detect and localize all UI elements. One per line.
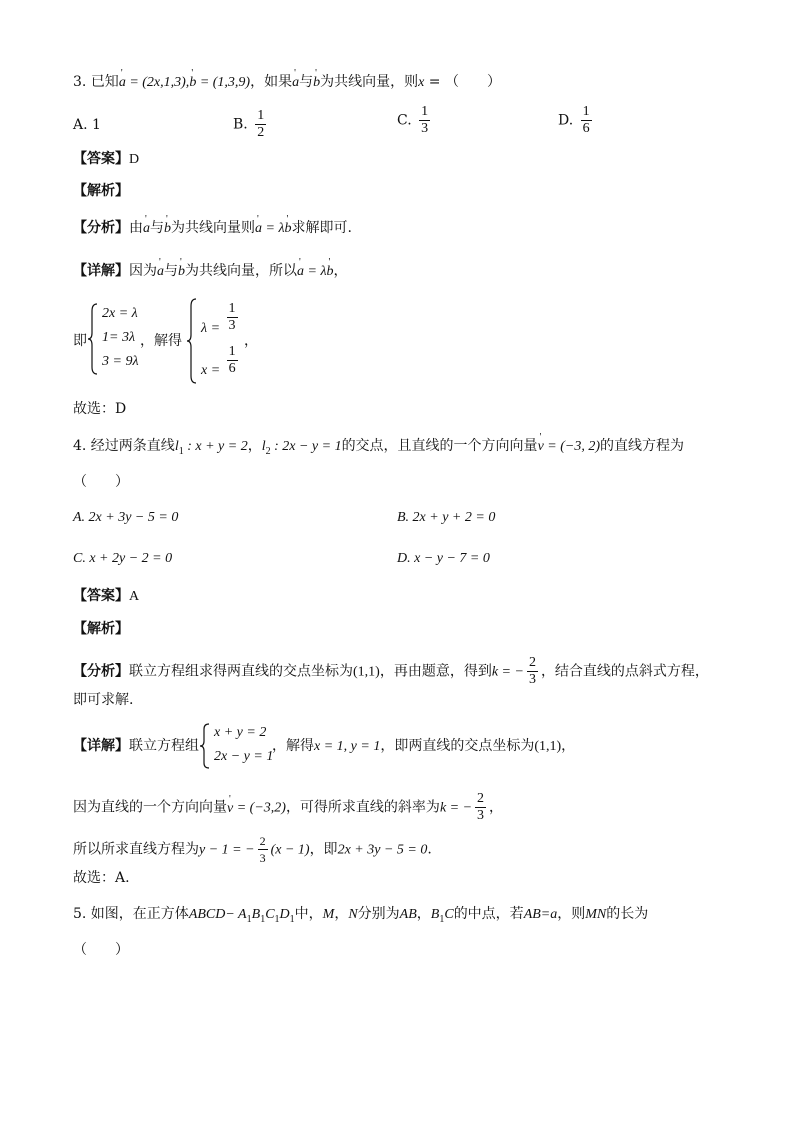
option-a-text: A. 1	[73, 117, 101, 133]
q3-text: ，如果	[250, 74, 293, 90]
fenxi-text: ，结合直线的点斜式方程，	[540, 663, 709, 680]
vector-a: ' a	[157, 263, 164, 281]
slope-fraction	[475, 791, 486, 824]
q3-system-end	[244, 332, 258, 350]
option-c-label: C.	[397, 112, 412, 129]
q3-fenxi	[73, 219, 352, 238]
system-row	[201, 301, 241, 334]
vector-b: ' b	[327, 263, 334, 281]
period: .	[427, 841, 432, 858]
subscript: 1	[178, 445, 184, 457]
final-equation: 2x + 3y − 5 = 0	[337, 842, 428, 858]
q3-xiangjie	[73, 262, 348, 281]
slope-fraction	[258, 833, 268, 866]
xiangjie-text: 为共线向量，所以	[185, 263, 297, 279]
vector-a: ' a	[255, 220, 262, 238]
intersection-point: (1,1)	[353, 664, 380, 680]
q4-analysis-heading	[73, 620, 129, 638]
xiangjie-text: 与	[164, 263, 178, 279]
denominator: 3	[228, 318, 236, 333]
fraction	[227, 301, 238, 334]
q4-option-a	[73, 509, 178, 527]
q3-jiede	[140, 332, 182, 350]
denominator: 3	[528, 672, 536, 687]
vector-a: ' a	[297, 263, 304, 281]
numerator: 2	[528, 655, 536, 670]
xiangjie-text: ，	[333, 263, 348, 279]
q3-system-1	[88, 303, 148, 375]
vector-a: ' a	[119, 74, 126, 92]
comma: ，	[561, 738, 576, 754]
comma: ，	[416, 906, 431, 922]
numerator: 2	[477, 791, 485, 806]
q4-choose	[73, 869, 130, 887]
vector-a: ' a	[143, 220, 150, 238]
q3-text: 与	[299, 74, 314, 90]
xiangjie-text: 联立方程组	[129, 738, 199, 754]
q3-option-b	[233, 108, 269, 141]
q3-blank: = （ ）	[424, 74, 501, 90]
vector-b: ' b	[164, 220, 171, 238]
option-b-label: B.	[233, 116, 248, 133]
q4-fenxi	[73, 655, 709, 688]
q5-text: 分别为	[357, 906, 400, 922]
subscript: 1	[260, 913, 266, 925]
q4-paren	[73, 473, 129, 491]
vector-b: ' b	[285, 220, 292, 238]
xiangjie-text: ，可得所求直线的斜率为	[285, 799, 440, 816]
option-c-fraction	[419, 104, 430, 137]
denominator: 3	[259, 851, 266, 865]
q5-text: 5. 如图，在正方体	[73, 906, 189, 922]
slope: k = −	[491, 664, 524, 680]
cube-name: ABCD− A	[188, 907, 247, 922]
q4-option-d	[397, 550, 490, 568]
q5-paren	[73, 941, 129, 959]
variable-x: x	[418, 75, 425, 90]
denominator: 2	[257, 125, 265, 140]
numerator: 1	[421, 104, 429, 119]
q4-xiangjie	[73, 737, 199, 755]
option-d-text: D. x − y − 7 = 0	[397, 551, 490, 566]
vector-b: ' b	[313, 74, 320, 92]
xiangjie-text: ，即两直线的交点坐标为	[380, 738, 535, 754]
subscript: 1	[439, 913, 445, 925]
left-brace-icon	[187, 298, 197, 384]
system-row	[201, 344, 241, 377]
numerator: 1	[257, 108, 265, 123]
fenxi-label: 【分析】	[73, 220, 129, 236]
denominator: 6	[582, 121, 590, 136]
xiangjie-text: ，解得	[272, 738, 314, 754]
subscript: 1	[246, 913, 252, 925]
q4-option-b	[397, 509, 495, 527]
point-n: N	[348, 907, 358, 922]
left-brace-icon	[88, 303, 98, 375]
option-b-text: B. 2x + y + 2 = 0	[397, 510, 496, 525]
fenxi-text: 由	[129, 220, 143, 236]
xiangjie-text: 因为	[129, 263, 157, 279]
choose-text: 故选：D	[73, 401, 127, 417]
q3-answer	[73, 150, 139, 169]
system-row: x + y = 2	[214, 725, 267, 740]
lhs: x =	[201, 362, 224, 378]
solution: x = 1, y = 1	[314, 739, 381, 754]
xiangjie-label: 【详解】	[73, 738, 129, 754]
segment-ab: AB	[399, 907, 417, 922]
q4-option-c	[73, 550, 172, 568]
xiangjie-text: ，即	[309, 841, 338, 858]
vector-b-value: = (1,3,9)	[196, 75, 251, 90]
q3-option-c	[397, 104, 433, 137]
fenxi-text: 为共线向量则	[171, 220, 255, 236]
q3-option-d	[558, 104, 595, 137]
fenxi-text: 即可求解.	[73, 692, 134, 708]
q4-answer	[73, 587, 139, 606]
equation: (x − 1)	[270, 842, 310, 858]
segment-b1c: B	[430, 907, 440, 922]
option-a-text: A. 2x + 3y − 5 = 0	[73, 510, 179, 525]
q4-equation-line	[73, 833, 432, 866]
system-row: 3 = 9λ	[102, 354, 139, 369]
numerator: 1	[228, 344, 236, 359]
xiangjie-text: 所以所求直线方程为	[73, 841, 199, 858]
q3-analysis-heading	[73, 182, 129, 200]
denominator: 6	[228, 361, 236, 376]
answer-label: 【答案】	[73, 151, 129, 167]
answer-label: 【答案】	[73, 588, 129, 604]
line-l2: l	[261, 439, 266, 454]
comma: ，	[489, 799, 504, 816]
vector-v: ' v	[227, 800, 233, 818]
q5-text: 中，	[294, 906, 323, 922]
numerator: 2	[259, 834, 266, 848]
q4-text: 的交点，且直线的一个方向向量	[341, 438, 538, 454]
xiangjie-text: 因为直线的一个方向向量	[73, 799, 227, 816]
q3-text: 为共线向量，则	[320, 74, 419, 90]
option-d-label: D.	[558, 112, 574, 129]
q5-text: 的中点，若	[453, 906, 524, 922]
numerator: 1	[228, 301, 236, 316]
line-l2-equation: : 2x − y = 1	[270, 439, 342, 454]
lhs: λ =	[201, 320, 224, 336]
condition: AB=a	[523, 907, 558, 922]
blank: （ ）	[73, 942, 129, 958]
option-c-text: C. x + 2y − 2 = 0	[73, 551, 173, 566]
analysis-label: 【解析】	[73, 621, 129, 637]
comma: ，	[244, 333, 258, 349]
line-l1-equation: : x + y = 2	[183, 439, 248, 454]
q4-fenxi-cont	[73, 691, 133, 709]
q3-system-prefix	[73, 332, 87, 350]
vector-v-value: = (−3,2)	[233, 800, 286, 816]
q3-option-a	[73, 116, 101, 134]
line-l1: l	[174, 439, 179, 454]
q5-text: ，则	[557, 906, 586, 922]
denominator: 3	[477, 808, 485, 823]
comma: ，	[247, 438, 262, 454]
denominator: 3	[421, 121, 429, 136]
q4-xiangjie-cont	[272, 737, 575, 756]
slope-fraction	[527, 655, 538, 688]
fenxi-text: 联立方程组求得两直线的交点坐标为	[129, 663, 353, 680]
analysis-label: 【解析】	[73, 183, 129, 199]
lambda-equation: = λ	[262, 221, 285, 236]
cube-name: C	[265, 907, 275, 922]
numerator: 1	[582, 104, 590, 119]
q5-text: 的长为	[606, 906, 649, 922]
subscript: 1	[274, 913, 280, 925]
q4-text: 的直线方程为	[600, 438, 684, 454]
lambda-equation: = λ	[304, 264, 327, 279]
intersection-point: (1,1)	[534, 739, 562, 754]
q3-choose	[73, 400, 126, 418]
vector-a: ' a	[292, 74, 299, 92]
answer-value: D	[129, 152, 140, 167]
subscript: 1	[289, 913, 295, 925]
answer-value: A	[129, 589, 140, 604]
fenxi-text: 求解即可.	[291, 220, 352, 236]
segment-b1c: C	[444, 907, 454, 922]
q3-text: 已知	[90, 74, 119, 90]
cube-name: D	[279, 907, 290, 922]
q4-slope-line	[73, 791, 503, 824]
fenxi-label: 【分析】	[73, 663, 129, 680]
q4-text: 4. 经过两条直线	[73, 438, 175, 454]
left-brace-icon	[200, 723, 210, 769]
q3-number: 3.	[73, 74, 91, 90]
option-b-fraction	[255, 108, 266, 141]
choose-text: 故选：A.	[73, 870, 130, 886]
point-m: M	[322, 907, 335, 922]
q4-system	[200, 723, 280, 769]
blank: （ ）	[73, 474, 129, 490]
option-d-fraction	[581, 104, 592, 137]
vector-v-value: = (−3, 2)	[543, 439, 600, 454]
q3-stem	[73, 73, 501, 92]
vector-a-value: = (2x,1,3),	[125, 75, 190, 90]
segment-mn: MN	[585, 907, 607, 922]
system-row: 2x − y = 1	[214, 749, 274, 764]
vector-b: ' b	[189, 74, 196, 92]
comma: ，	[334, 906, 349, 922]
slope: k = −	[439, 800, 473, 816]
q4-stem	[73, 437, 684, 461]
ji-text: 即	[73, 333, 87, 349]
xiangjie-label: 【详解】	[73, 263, 129, 279]
vector-b: ' b	[178, 263, 185, 281]
q5-stem	[73, 905, 648, 929]
vector-v: ' v	[538, 438, 544, 456]
equation: y − 1 = −	[199, 842, 255, 858]
jiede-text: ，解得	[140, 333, 182, 349]
subscript: 2	[265, 445, 271, 457]
system-row: 2x = λ	[102, 306, 138, 321]
fenxi-text: 与	[150, 220, 164, 236]
system-row: 1= 3λ	[102, 330, 136, 345]
cube-name: B	[251, 907, 261, 922]
fenxi-text: ，再由题意，得到	[379, 663, 492, 680]
fraction	[227, 344, 238, 377]
